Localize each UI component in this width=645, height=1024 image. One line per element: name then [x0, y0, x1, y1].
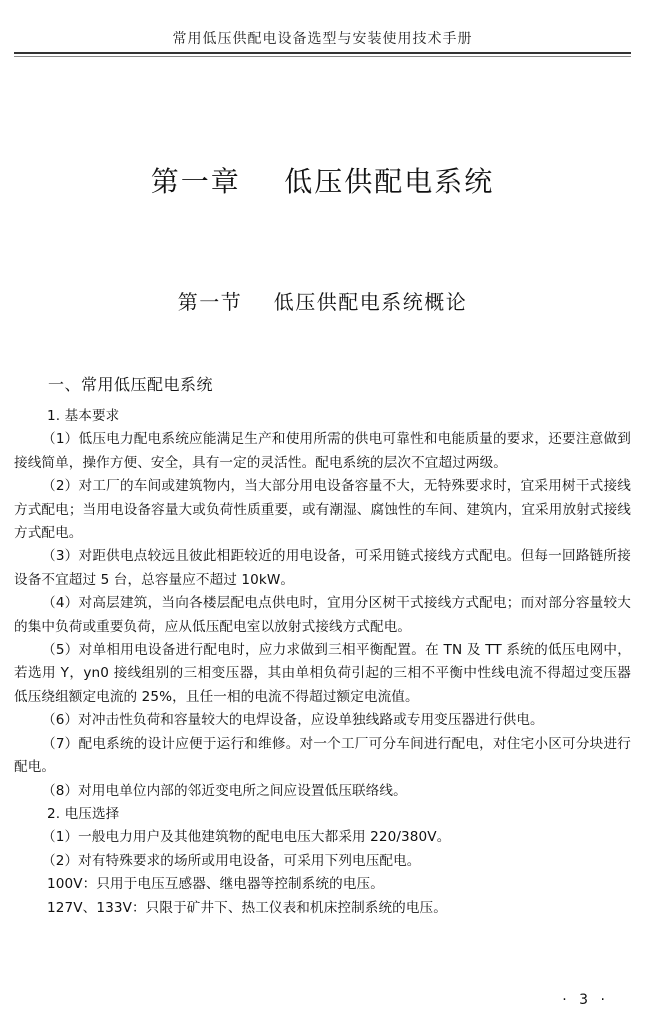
paragraph-req-1: （1）低压电力配电系统应能满足生产和使用所需的供电可靠性和电能质量的要求，还要注意做到接线简单，操作方便、安全，具有一定的灵活性。配电系统的层次不宜超过两级。 [14, 431, 631, 471]
page-number: · 3 · [562, 992, 609, 1008]
paragraph-req-7: （7）配电系统的设计应便于运行和维修。对一个工厂可分车间进行配电，对住宅小区可分块进行配电。 [14, 735, 631, 776]
paragraph-voltage-2: （2）对有特殊要求的场所或用电设备，可采用下列电压配电。 [42, 852, 421, 869]
chapter-title: 第一章 低压供配电系统 [150, 165, 495, 198]
voltage-item-127v: 127V、133V：只限于矿井下、热工仪表和机床控制系统的电压。 [47, 899, 447, 916]
header-rule-thin [14, 56, 631, 57]
body-text [14, 405, 631, 920]
subheading-voltage-selection: 2. 电压选择 [47, 805, 120, 822]
voltage-item-100v: 100V：只用于电压互感器、继电器等控制系统的电压。 [47, 876, 384, 893]
paragraph-voltage-1: （1）一般电力用户及其他建筑物的配电电压大都采用 220/380V。 [42, 829, 451, 846]
paragraph-req-5: （5）对单相用电设备进行配电时，应力求做到三相平衡配置。在 TN 及 TT 系统的低压电网中，若选用 Y，yn0 接线组别的三相变压器，其由单相负荷引起的三相不平衡中性线电流不得超过变压器低压绕组额定电流的 25%，且任一相的电流不得超过额定电流值。 [14, 642, 631, 705]
paragraph-req-4: （4）对高层建筑，当向各楼层配电点供电时，宜用分区树干式接线方式配电；而对部分容量较大的集中负荷或重要负荷，应从低压配电室以放射式接线方式配电。 [14, 595, 631, 635]
heading-common-systems: 一、常用低压配电系统 [48, 375, 214, 394]
header-rule [14, 52, 631, 54]
section-title: 第一节 低压供配电系统概论 [177, 290, 468, 314]
paragraph-req-3: （3）对距供电点较远且彼此相距较近的用电设备，可采用链式接线方式配电。但每一回路链所接设备不宜超过 5 台，总容量应不超过 10kW。 [14, 548, 631, 588]
paragraph-req-6: （6）对冲击性负荷和容量较大的电焊设备，应设单独线路或专用变压器进行供电。 [42, 712, 544, 729]
running-header: 常用低压供配电设备选型与安装使用技术手册 [172, 31, 473, 47]
subheading-basic-requirements: 1. 基本要求 [47, 408, 120, 424]
paragraph-req-2: （2）对工厂的车间或建筑物内，当大部分用电设备容量不大，无特殊要求时，宜采用树干式接线方式配电；当用电设备容量大或负荷性质重要，或有潮湿、腐蚀性的车间、建筑内，宜采用放射式接线方式配电。 [14, 478, 631, 542]
paragraph-req-8: （8）对用电单位内部的邻近变电所之间应设置低压联络线。 [42, 782, 407, 799]
